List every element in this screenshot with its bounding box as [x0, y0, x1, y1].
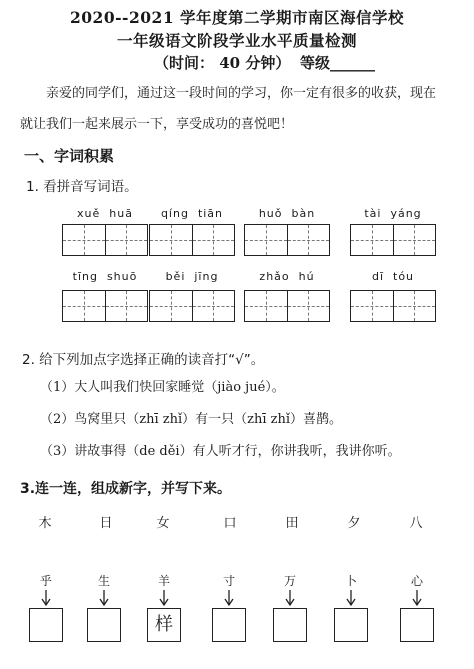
radical-char[interactable]: 田 [285, 516, 299, 531]
grade-label: 等级______ [300, 54, 376, 72]
writing-grid[interactable] [244, 224, 330, 256]
answer-box[interactable]: 样 [147, 608, 181, 642]
answer-box[interactable] [87, 608, 121, 642]
down-arrow-icon [285, 590, 295, 606]
component-char[interactable]: 乎 [39, 574, 52, 588]
question-2-item: （2）鸟窝里只（zhī zhǐ）有一只（zhī zhǐ）喜鹊。 [40, 412, 343, 427]
down-arrow-icon [99, 590, 109, 606]
pinyin-label: qíng tiān [160, 207, 224, 220]
writing-grid[interactable] [149, 290, 235, 322]
pinyin-label: zhǎo hú [259, 270, 315, 283]
question-2-item: （1）大人叫我们快回家睡觉（jiào jué）。 [40, 380, 285, 395]
time-label: （时间： 40 分钟） [154, 54, 291, 72]
pinyin-label: tīng shuō [72, 270, 138, 283]
pinyin-label: dī tóu [371, 270, 415, 283]
intro-line-1: 亲爱的同学们，通过这一段时间的学习，你一定有很多的收获，现在 [46, 86, 437, 101]
down-arrow-icon [41, 590, 51, 606]
component-char[interactable]: 卜 [344, 574, 357, 588]
component-char[interactable]: 万 [283, 574, 296, 588]
exam-subtitle: 一年级语文阶段学业水平质量检测 [116, 31, 357, 50]
radical-char[interactable]: 日 [99, 516, 113, 531]
pinyin-label: běi jīng [165, 270, 219, 283]
down-arrow-icon [412, 590, 422, 606]
pinyin-label: huǒ bàn [258, 207, 316, 220]
exam-info-line [0, 52, 474, 72]
radical-char[interactable]: 八 [409, 516, 423, 531]
answer-box[interactable] [334, 608, 368, 642]
answer-box[interactable] [29, 608, 63, 642]
intro-line-2: 就让我们一起来展示一下，享受成功的喜悦吧！ [20, 117, 294, 132]
component-char[interactable]: 心 [410, 574, 423, 588]
component-char[interactable]: 生 [97, 574, 110, 588]
exam-title: 2020--2021 学年度第二学期市南区海信学校 [69, 8, 405, 27]
radical-char[interactable]: 夕 [347, 516, 361, 531]
radical-char[interactable]: 木 [38, 516, 52, 531]
writing-grid[interactable] [62, 224, 148, 256]
answer-box[interactable] [400, 608, 434, 642]
writing-grid[interactable] [350, 224, 436, 256]
component-char[interactable]: 羊 [157, 574, 170, 588]
component-char[interactable]: 寸 [222, 574, 235, 588]
radical-char[interactable]: 口 [223, 516, 237, 531]
writing-grid[interactable] [350, 290, 436, 322]
writing-grid[interactable] [149, 224, 235, 256]
question-2-prompt: 2. 给下列加点字选择正确的读音打“√”。 [22, 352, 265, 368]
question-2-item: （3）讲故事得（de děi）有人听才行，你讲我听，我讲你听。 [40, 444, 401, 459]
answer-box[interactable] [273, 608, 307, 642]
down-arrow-icon [346, 590, 356, 606]
answer-box[interactable] [212, 608, 246, 642]
writing-grid[interactable] [244, 290, 330, 322]
radical-char[interactable]: 女 [156, 516, 170, 531]
down-arrow-icon [224, 590, 234, 606]
section-title: 一、字词积累 [24, 147, 115, 165]
question-3-prompt: 3.连一连，组成新字，并写下来。 [20, 481, 232, 497]
down-arrow-icon [159, 590, 169, 606]
pinyin-label: tài yáng [364, 207, 422, 220]
question-1-prompt: 1. 看拼音写词语。 [26, 179, 138, 195]
pinyin-label: xuě huā [77, 207, 133, 220]
writing-grid[interactable] [62, 290, 148, 322]
